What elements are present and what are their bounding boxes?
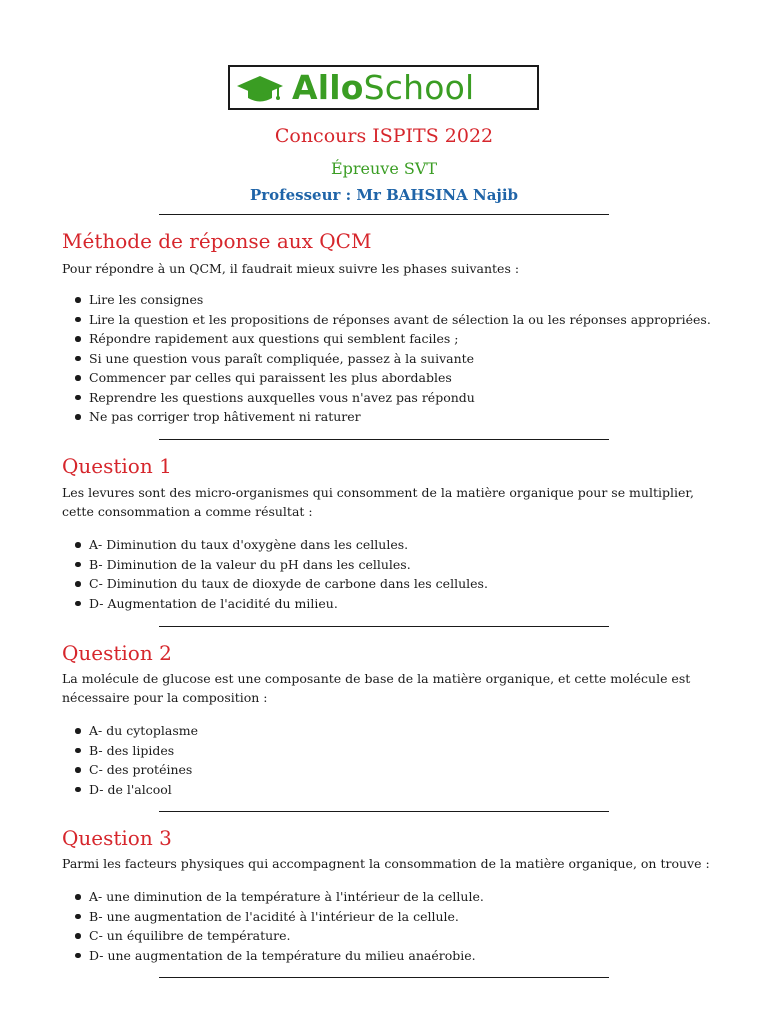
question-1-text-line2: cette consommation a comme résultat : [62, 504, 313, 519]
divider [159, 439, 609, 440]
question-2-text-line2: nécessaire pour la composition : [62, 690, 268, 705]
question-2-options [62, 721, 198, 799]
question-1-text-line1: Les levures sont des micro-organismes qui consomment de la matière organique pour se multiplier, [62, 485, 694, 500]
list-item: Lire les consignes [62, 290, 711, 310]
logo-school: School [363, 68, 475, 107]
question-1-heading: Question 1 [62, 454, 172, 478]
option-item: B- des lipides [62, 741, 198, 761]
logo-wordmark [292, 70, 474, 106]
author-line: Professeur : Mr BAHSINA Najib [249, 186, 519, 204]
method-list [62, 290, 711, 427]
question-3-text-line1: Parmi les facteurs physiques qui accompagnent la consommation de la matière organique, on trouve : [62, 856, 710, 871]
option-item: A- Diminution du taux d'oxygène dans les cellules. [62, 535, 488, 555]
question-3-options [62, 887, 484, 965]
list-item: Reprendre les questions auxquelles vous n'avez pas répondu [62, 388, 711, 408]
question-2-heading: Question 2 [62, 641, 172, 665]
option-item: C- un équilibre de température. [62, 926, 484, 946]
divider [159, 977, 609, 978]
graduation-cap-icon [236, 75, 286, 103]
option-item: C- Diminution du taux de dioxyde de carbone dans les cellules. [62, 574, 488, 594]
option-item: B- une augmentation de l'acidité à l'intérieur de la cellule. [62, 907, 484, 927]
question-2-text-line1: La molécule de glucose est une composante de base de la matière organique, et cette molécule est [62, 671, 691, 686]
document-title: Concours ISPITS 2022 [274, 125, 494, 147]
method-intro: Pour répondre à un QCM, il faudrait mieux suivre les phases suivantes : [62, 261, 520, 276]
option-item: D- une augmentation de la température du milieu anaérobie. [62, 946, 484, 966]
alloschool-logo [228, 65, 539, 110]
option-item: D- Augmentation de l'acidité du milieu. [62, 594, 488, 614]
method-heading: Méthode de réponse aux QCM [62, 229, 372, 253]
option-item: D- de l'alcool [62, 780, 198, 800]
list-item: Lire la question et les propositions de réponses avant de sélection la ou les réponses appropriées. [62, 310, 711, 330]
list-item: Répondre rapidement aux questions qui semblent faciles ; [62, 329, 711, 349]
divider [159, 626, 609, 627]
option-item: C- des protéines [62, 760, 198, 780]
document-subtitle: Épreuve SVT [330, 159, 438, 178]
question-1-options [62, 535, 488, 613]
divider [159, 811, 609, 812]
logo-allo: Allo [292, 68, 364, 107]
option-item: A- du cytoplasme [62, 721, 198, 741]
divider [159, 214, 609, 215]
list-item: Commencer par celles qui paraissent les plus abordables [62, 368, 711, 388]
list-item: Ne pas corriger trop hâtivement ni raturer [62, 407, 711, 427]
option-item: A- une diminution de la température à l'intérieur de la cellule. [62, 887, 484, 907]
option-item: B- Diminution de la valeur du pH dans les cellules. [62, 555, 488, 575]
list-item: Si une question vous paraît compliquée, passez à la suivante [62, 349, 711, 369]
question-3-heading: Question 3 [62, 826, 172, 850]
